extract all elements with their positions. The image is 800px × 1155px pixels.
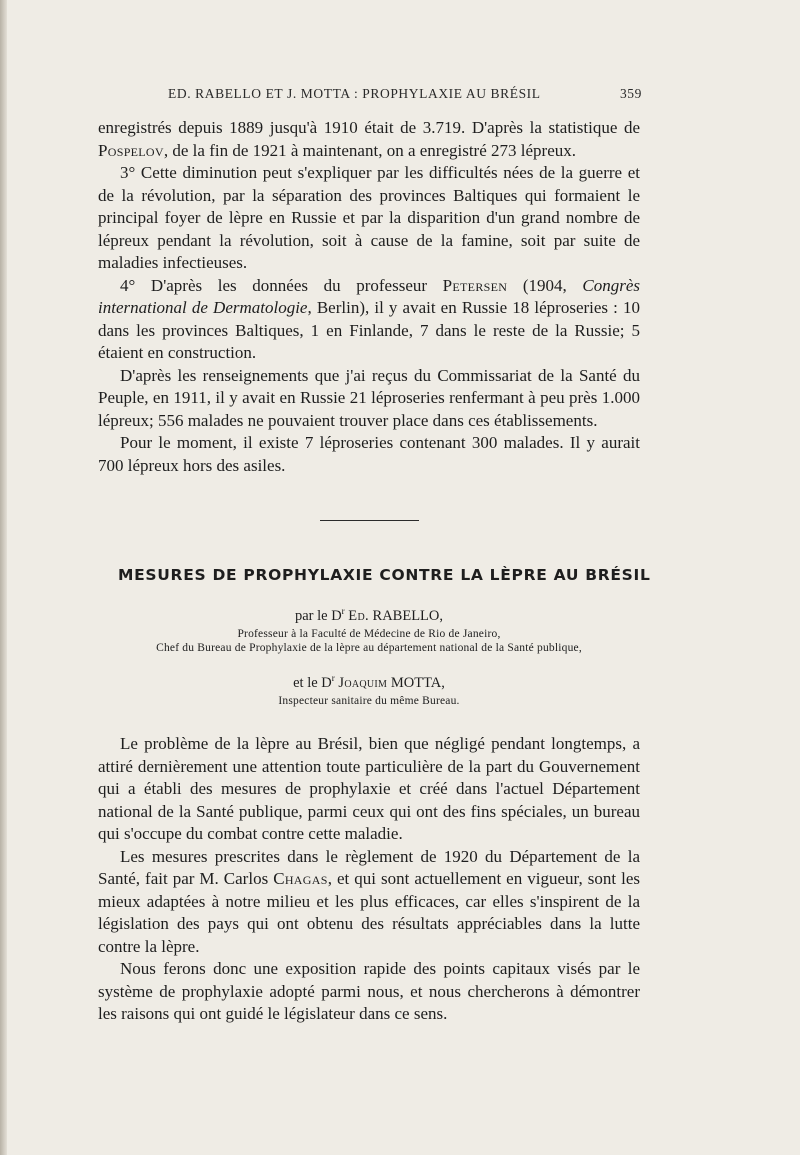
paragraph-4: [98, 275, 640, 365]
author-1-line: [98, 606, 640, 625]
text-run: , de la fin de 1921 à maintenant, on a enregistré 273 lépreux.: [163, 140, 576, 160]
superscript: r: [341, 606, 345, 616]
text-run: par le D: [294, 607, 342, 624]
author-surname: RABELLO,: [372, 607, 444, 624]
paragraph-renseignements: D'après les renseignements que j'ai reçus du Commissariat de la Santé du Peuple, en 1911, il y avait en Russie 21 léproseries renfermant à peu près 1.000 lépreux; 556 malades ne pouvaient trouver place dans ces établissements.: [98, 365, 640, 430]
article-body: [98, 733, 640, 1026]
article-paragraph-3: Nous ferons donc une exposition rapide des points capitaux visés par le système de prophylaxie adopté parmi nous, et nous chercherons à démontrer les raisons qui ont guidé le législateur dans ce sens.: [98, 959, 640, 1023]
author-name-chagas: Chagas: [273, 869, 328, 888]
section-divider: [320, 520, 419, 521]
text-run: 4° D'après les données du professeur: [120, 275, 443, 295]
text-run: Les mesures prescrites dans le règlement de 1920 du Département de la Santé, fait par M. Carlos: [98, 846, 640, 888]
author-2-line: [98, 673, 640, 692]
text-run: et le D: [293, 674, 332, 691]
page-number: 359: [619, 86, 642, 101]
author-surname: MOTTA,: [390, 674, 445, 691]
previous-article-text: [98, 117, 640, 477]
text-run: , Berlin), il y avait en Russie 18 léproseries : 10 dans les provinces Baltiques, 1 en Finlande, 7 dans le reste de la Russie; 5 étaient en construction.: [98, 298, 640, 362]
affiliation-2: Inspecteur sanitaire du même Bureau.: [278, 695, 460, 707]
text-run: , et qui sont actuellement en vigueur, sont les mieux adaptées à notre milieu et les plus efficaces, car elles s'inspirent de la législation des pays qui ont obtenu des résultats appréciables dans la lutte contre la lèpre.: [98, 869, 640, 956]
affiliation-1-line-2: Chef du Bureau de Prophylaxie de la lèpre au département national de la Santé publique,: [156, 642, 582, 654]
running-head-title: ED. RABELLO ET J. MOTTA : PROPHYLAXIE AU BRÉSIL: [168, 86, 541, 101]
text-run: (1904,: [507, 275, 583, 295]
affiliation-1-line-1: Professeur à la Faculté de Médecine de Rio de Janeiro,: [237, 628, 501, 640]
page-spine-shadow: [0, 0, 7, 1155]
author-firstname: Ed.: [348, 607, 369, 624]
superscript: r: [331, 673, 335, 683]
congress-title: Congrès international de Dermatologie: [98, 275, 640, 317]
article-paragraph-2: [98, 846, 640, 959]
text-run: enregistrés depuis 1889 jusqu'à 1910 était de 3.719. D'après la statistique de: [98, 118, 640, 137]
paragraph-continued: [98, 117, 640, 162]
author-name-petersen: Petersen: [442, 275, 508, 295]
article-paragraph-1: Le problème de la lèpre au Brésil, bien que négligé pendant longtemps, a attiré dernièrement une attention toute particulière de la part du Gouvernement qui a établi des mesures de prophylaxie et créé dans l'actuel Département national de la Santé publique, parmi ceux qui ont des fins spéciales, un bureau qui s'occupe du combat contre cette maladie.: [98, 734, 640, 843]
author-name-pospelov: Pospelov: [98, 140, 164, 160]
running-head: [118, 86, 642, 106]
article-title: MESURES DE PROPHYLAXIE CONTRE LA LÈPRE AU BRÉSIL: [118, 566, 651, 584]
paragraph-moment: Pour le moment, il existe 7 léproseries contenant 300 malades. Il y aurait 700 lépreux hors des asiles.: [98, 433, 640, 475]
author-firstname: Joaquim: [338, 674, 388, 691]
paragraph-3: 3° Cette diminution peut s'expliquer par les difficultés nées de la guerre et de la révolution, par la séparation des provinces Baltiques qui formaient le principal foyer de lèpre en Russie et par la disparition d'un grand nombre de lépreux pendant la révolution, soit à cause de la famine, soit par suite de maladies infectieuses.: [98, 163, 640, 272]
